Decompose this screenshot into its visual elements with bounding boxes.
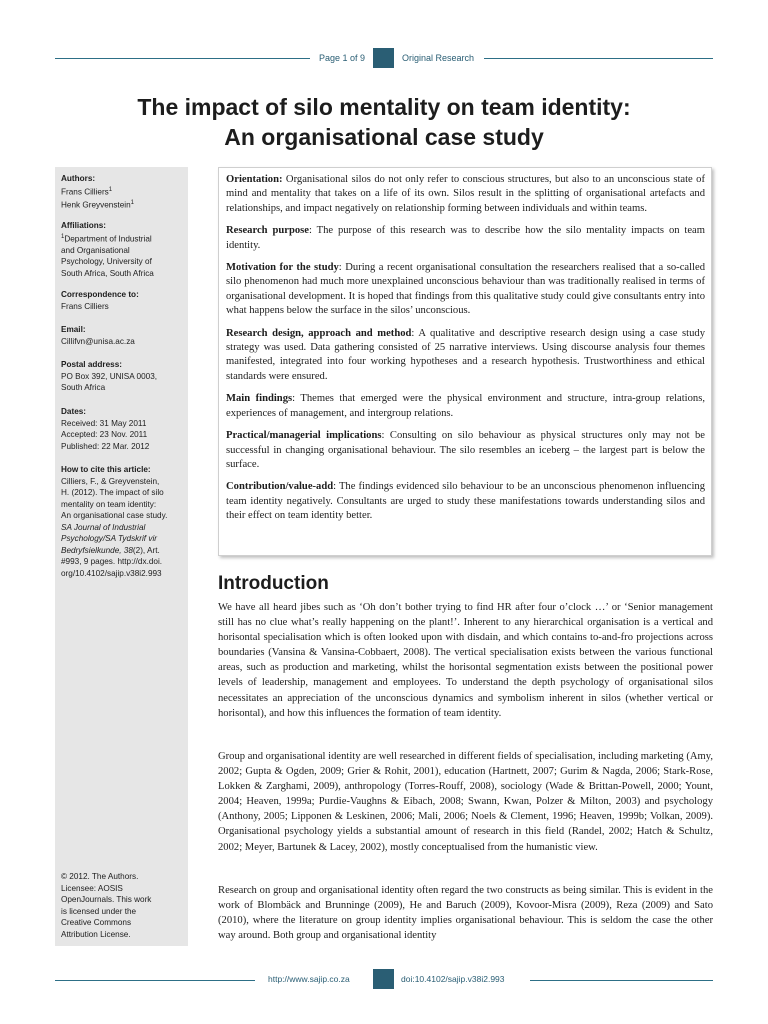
intro-paragraph-2 [218, 749, 713, 855]
sidebar-correspondence [61, 289, 186, 312]
affil-line-1: and Organisational [61, 245, 130, 255]
correspondence-name: Frans Cilliers [61, 301, 109, 311]
license-line-4: Creative Commons [61, 918, 132, 927]
cite-doi-link[interactable]: org/10.4102/sajip.v38i2.993 [61, 568, 162, 578]
cite-line-0: Cilliers, F., & Greyvenstein, [61, 476, 160, 486]
cite-journal-0: SA Journal of Industrial [61, 522, 146, 532]
abstract-findings [226, 392, 705, 421]
sidebar-authors [61, 173, 186, 211]
postal-heading: Postal address: [61, 360, 122, 369]
sidebar-postal [61, 359, 186, 394]
affil-text-0: Department of Industrial [64, 234, 152, 244]
author-2 [61, 198, 186, 211]
abstract-label: Orientation: [226, 174, 283, 185]
sidebar-email [61, 324, 186, 347]
author-1 [61, 185, 186, 198]
abstract-design [226, 327, 705, 385]
abstract-label: Practical/managerial implications [226, 430, 382, 442]
header-rule-right [484, 58, 713, 59]
paragraph-text: Group and organisational identity are well researched in different fields of specialisation, including marketing (Amy, 2002; Gupta & Ogden, 2009; Grier & Rohit, 2001), education (Hartnett, 2007; Gurim & Nagda, 2006; Stark-Rose, Lokken & Zarghami, 2009), anthropology (Torres-Rouff, 2008), sociology (Wade & Brittan-Powell, 2000; Yount, 2004; Heaven, 1999a; Purdie-Vaughns & Eibach, 2008; Swann, Kwan, Polzer & Milton, 2003) and psychology (Anthony, 2005; Lipponen & Leskinen, 2006; Mali, 2006; Noels & Clement, 1996; Heaven, 1999b; Volkan, 2009). Organisational psychology yields a substantial amount of research in this field (Randel, 2002; Hatch & Schultz, 2002; Meyer, Bartunek & Lacey, 2002), mostly conceptualised from the humanistic view. [218, 751, 713, 853]
license-line-1: Licensee: AOSIS [61, 883, 123, 893]
abstract-text: Organisational silos do not only refer to conscious structures, but also to an unconscious state of mind and mentality that takes on a life of its own. Silos result in the splitting of organisational artefacts and relationships, and impact negatively on relationship forming between individuals and within teams. [226, 174, 705, 214]
license-line-3: is licensed under the [61, 906, 137, 916]
abstract-label: Main findings [226, 393, 293, 405]
affil-line-3: South Africa, South Africa [61, 268, 154, 278]
title-line-2: An organisational case study [224, 124, 544, 150]
abstract-box [218, 167, 712, 556]
date-accepted: Accepted: 23 Nov. 2011 [61, 430, 148, 439]
abstract-orientation [226, 173, 705, 216]
dates-heading: Dates: [61, 407, 87, 416]
footer-url[interactable]: http://www.sajip.co.za [268, 974, 350, 984]
footer-accent-block [373, 969, 394, 989]
license-line-5: Attribution License. [61, 929, 131, 939]
abstract-label: Contribution/value-add [226, 481, 334, 493]
author-1-sup: 1 [108, 186, 113, 193]
cite-issue: (2), Art. [132, 545, 160, 555]
article-title [0, 92, 768, 152]
footer-rule-left [55, 980, 255, 981]
abstract-implications [226, 429, 705, 472]
intro-paragraph-3 [218, 883, 713, 943]
author-1-name: Frans Cilliers [61, 187, 109, 197]
cite-line-1: H. (2012). The impact of silo [61, 488, 164, 497]
abstract-motivation [226, 261, 705, 319]
section-heading-introduction: Introduction [218, 573, 329, 594]
citation-heading: How to cite this article: [61, 465, 151, 474]
sidebar-citation [61, 464, 186, 579]
sidebar-dates [61, 406, 186, 452]
header-accent-block [373, 48, 394, 68]
abstract-text: : Themes that emerged were the physical environment and structure, intra-group relations, experiences of management, and intergroup relations. [226, 393, 705, 419]
postal-line-0: PO Box 392, UNISA 0003, [61, 371, 158, 381]
cite-line-2: mentality on team identity: [61, 499, 157, 509]
footer-rule-right [530, 980, 713, 981]
date-published: Published: 22 Mar. 2012 [61, 441, 150, 451]
author-2-name: Henk Greyvenstein [61, 200, 131, 210]
license-line-2: OpenJournals. This work [61, 895, 152, 904]
cite-line-3: An organisational case study. [61, 511, 168, 520]
abstract-text: : A qualitative and descriptive research design using a case study strategy was used. Data gathering consisted of 25 narrative interviews. Using discourse analysis four themes manifested, integrated into four working hypotheses and a research hypothesis. Trustworthiness and ethical standards were ensured. [226, 327, 705, 382]
affil-line-0 [61, 232, 186, 245]
license-line-0: © 2012. The Authors. [61, 872, 139, 881]
abstract-text: : Consulting on silo behaviour as physical structures only may not be successful in changing organisational behaviour. The silo resembles an iceberg – the largest part is below the surface. [226, 430, 705, 470]
cite-tail-0: #993, 9 pages. http://dx.doi. [61, 557, 163, 566]
footer-doi[interactable]: doi:10.4102/sajip.v38i2.993 [401, 974, 505, 984]
authors-heading: Authors: [61, 174, 96, 183]
affil-line-2: Psychology, University of [61, 257, 152, 267]
cite-volume: Bedryfsielkunde, 38 [61, 545, 133, 555]
cite-journal-1: Psychology/SA Tydskrif vir [61, 534, 157, 543]
abstract-label: Research purpose [226, 225, 309, 237]
paragraph-text: Research on group and organisational identity often regard the two constructs as being similar. This is evident in the work of Blombäck and Brunninge (2009), He and Baruch (2009), Kovoor-Misra (2009), Reza (2009) and Sato (2010), where the literature on group identity implies organisational behaviour. This is seldom the case the other way around. Both group and organisational identity [218, 885, 713, 942]
email-heading: Email: [61, 325, 86, 334]
abstract-text: : During a recent organisational consultation the researchers realised that a so-called silo phenomenon had much more unexplained unconscious behaviour than was traditionally realised in terms of organisational development. It is hoped that findings from this qualitative study could give consultants entry into what happens below the surface in the silos’ unconscious. [226, 262, 705, 317]
abstract-purpose [226, 224, 705, 253]
abstract-text: : The purpose of this research was to describe how the silo mentality impacts on team identity. [226, 225, 706, 251]
author-2-sup: 1 [130, 199, 134, 206]
article-type: Original Research [402, 53, 475, 63]
intro-paragraph-1 [218, 600, 713, 721]
affil-sup: 1 [61, 233, 65, 240]
page-number: Page 1 of 9 [319, 53, 366, 63]
cite-journal-2 [61, 545, 186, 557]
abstract-label: Research design, approach and method [226, 327, 412, 339]
sidebar-affiliations [61, 220, 186, 279]
postal-line-1: South Africa [61, 383, 106, 392]
header-rule-left [55, 58, 310, 59]
paragraph-text: We have all heard jibes such as ‘Oh don’t bother trying to find HR after four o’clock …’ or ‘Senior management still has no clue what’s really happening on the plant!’. Inherent to any hierarchical organisation is a vertical and horisontal specialisation which is often looked upon with disdain, and which contains to-and-fro projections across boundaries (Vansina & Vansina-Cobbaert, 2008). The vertical specialisation exists between the various functional areas, such as production and marketing, whilst the horisontal segmentation exists between the positional power levels of leadership, management and employees. To understand the depth psychology of organisational silos necessitates an appreciation of the unconscious dynamics and symbolism inherent in silos (whether vertical or horisontal), and how this influences the formation of team identity. [218, 602, 713, 719]
email-address[interactable]: Cillifvn@unisa.ac.za [61, 336, 135, 346]
date-received: Received: 31 May 2011 [61, 418, 147, 428]
sidebar-license [61, 871, 186, 940]
abstract-text: : The findings evidenced silo behaviour to be an unconscious phenomenon influencing team identity negatively. Consultants are urged to study these manifestations towards understanding silos and their effect on team identity better. [226, 481, 705, 522]
abstract-contribution [226, 480, 705, 523]
abstract-label: Motivation for the study [226, 262, 339, 274]
correspondence-heading: Correspondence to: [61, 290, 139, 299]
affiliations-heading: Affiliations: [61, 221, 107, 230]
title-line-1: The impact of silo mentality on team identity: [137, 94, 631, 120]
